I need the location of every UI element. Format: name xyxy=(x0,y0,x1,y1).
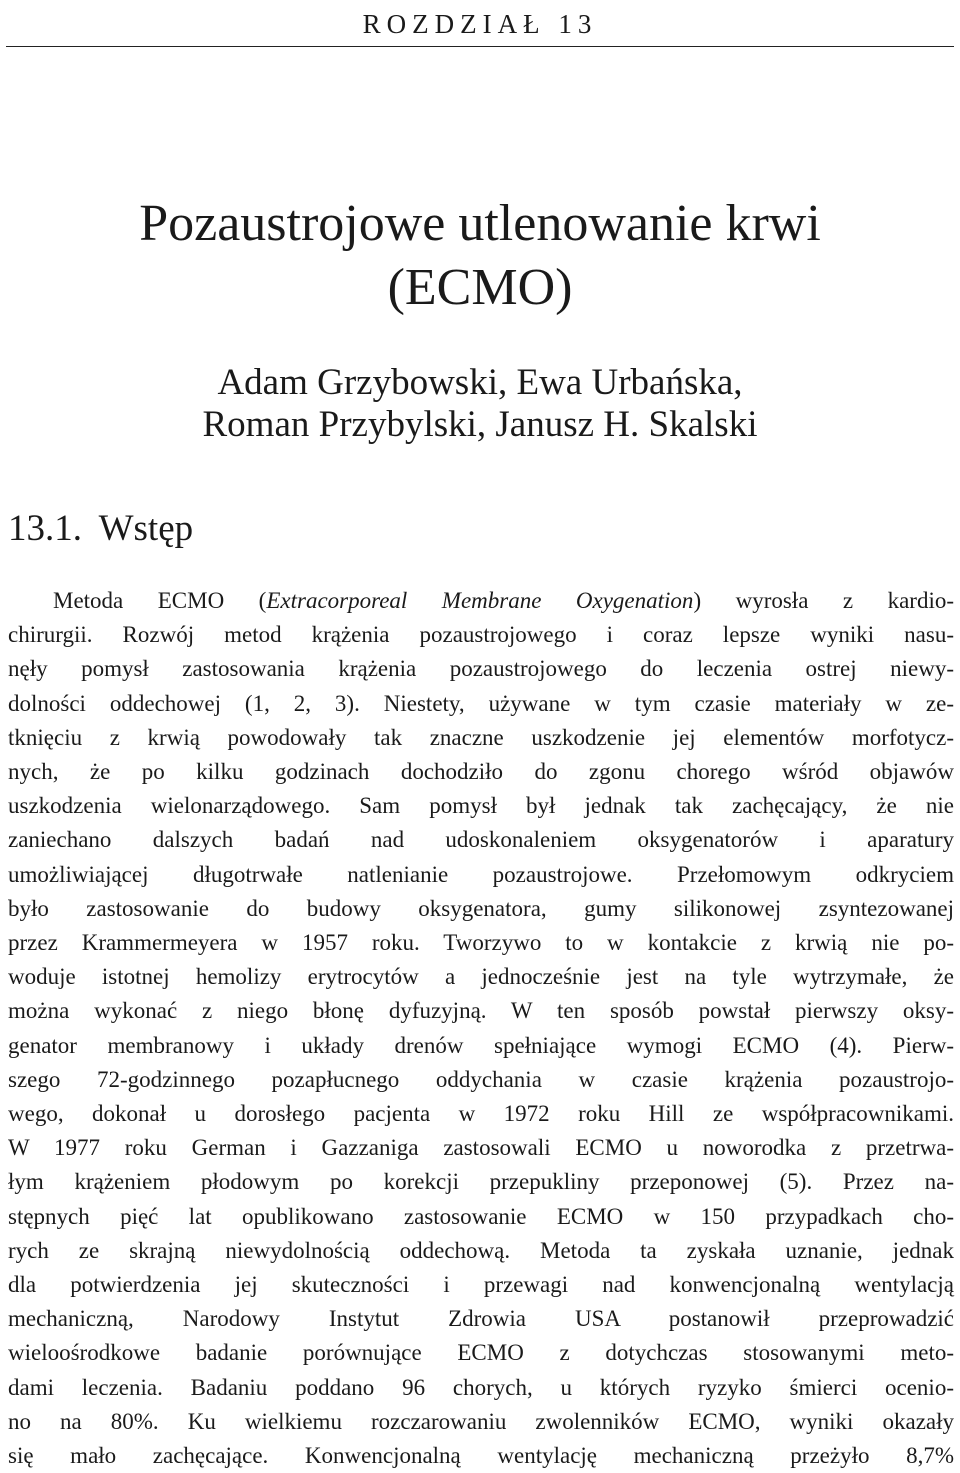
paragraph-line: wego, dokonał u dorosłego pacjenta w 1972 roku Hill ze współpracownikami. xyxy=(8,1101,954,1127)
paragraph-line: uszkodzenia wielonarządowego. Sam pomysł był jednak tak zachęcający, że nie xyxy=(8,793,954,819)
chapter-title xyxy=(40,192,920,320)
paragraph-line: woduje istotnej hemolizy erytrocytów a jednocześnie jest na tyle wytrzymałe, że xyxy=(8,964,954,990)
term-extracorporeal: Extracorporeal Membrane Oxygenation xyxy=(266,588,694,613)
chapter-label: ROZDZIAŁ 13 xyxy=(362,9,598,39)
chapter-title-line-1: Pozaustrojowe utlenowanie krwi xyxy=(139,195,821,252)
paragraph-line: no na 80%. Ku wielkiemu rozczarowaniu zwolenników ECMO, wyniki okazały xyxy=(8,1408,954,1434)
paragraph-line: zaniechano dalszych badań nad udoskonaleniem oksygenatorów i aparatury xyxy=(8,827,954,853)
section-number: 13.1. xyxy=(8,508,82,549)
authors-line-2: Roman Przybylski, Janusz H. Skalski xyxy=(202,404,758,445)
paragraph-line: mechaniczną, Narodowy Instytut Zdrowia USA postanowił przeprowadzić xyxy=(8,1306,954,1332)
paragraph-line: dolności oddechowej (1, 2, 3). Niestety, używane w tym czasie materiały w ze- xyxy=(8,690,954,716)
paragraph-line: nęły pomysł zastosowania krążenia pozaustrojowego do leczenia ostrej niewy- xyxy=(8,656,954,682)
paragraph-line: chirurgii. Rozwój metod krążenia pozaustrojowego i coraz lepsze wyniki nasu- xyxy=(8,622,954,648)
section-title: Wstęp xyxy=(98,508,194,549)
paragraph-line: było zastosowanie do budowy oksygenatora, gumy silikonowej zsyntezowanej xyxy=(8,895,954,921)
paragraph-line: Metoda ECMO (Extracorporeal Membrane Oxygenation) wyrosła z kardio- xyxy=(53,588,955,613)
section-heading xyxy=(8,506,193,552)
paragraph-line: rych ze skrajną niewydolnością oddechową. Metoda ta zyskała uznanie, jednak xyxy=(8,1237,954,1263)
paragraph-line: można wykonać z niego błonę dyfuzyjną. W ten sposób powstał pierwszy oksy- xyxy=(8,998,954,1024)
authors xyxy=(80,362,880,446)
paragraph-line: dla potwierdzenia jej skuteczności i przewagi nad konwencjonalną wentylacją xyxy=(8,1272,954,1298)
body-paragraph xyxy=(8,584,954,1473)
paragraph-line: szego 72-godzinnego pozapłucnego oddychania w czasie krążenia pozaustrojo- xyxy=(8,1066,954,1092)
paragraph-line: łym krążeniem płodowym po korekcji przepukliny przeponowej (5). Przez na- xyxy=(8,1169,954,1195)
paragraph-line: W 1977 roku German i Gazzaniga zastosowali ECMO u noworodka z przetrwa- xyxy=(8,1135,954,1161)
authors-line-1: Adam Grzybowski, Ewa Urbańska, xyxy=(217,362,743,403)
paragraph-line: nych, że po kilku godzinach dochodziło do zgonu chorego wśród objawów xyxy=(8,759,954,785)
paragraph-line: przez Krammermeyera w 1957 roku. Tworzywo to w kontakcie z krwią nie po- xyxy=(8,930,954,956)
paragraph-line: się mało zachęcające. Konwencjonalną wentylację mechaniczną przeżyło 8,7% xyxy=(8,1443,954,1469)
paragraph-line: tknięciu z krwią powodowały tak znaczne uszkodzenie jej elementów morfotycz- xyxy=(8,724,954,750)
paragraph-line: dami leczenia. Badaniu poddano 96 chorych, u których ryzyko śmierci ocenio- xyxy=(8,1374,954,1400)
chapter-title-line-2: (ECMO) xyxy=(387,259,573,316)
header-divider xyxy=(6,46,954,47)
paragraph-line: genator membranowy i układy drenów spełniające wymogi ECMO (4). Pierw- xyxy=(8,1032,954,1058)
paragraph-line: umożliwiającej długotrwałe natlenianie pozaustrojowe. Przełomowym odkryciem xyxy=(8,861,954,887)
paragraph-line: wieloośrodkowe badanie porównujące ECMO z dotychczas stosowanymi meto- xyxy=(8,1340,954,1366)
paragraph-line: stępnych pięć lat opublikowano zastosowanie ECMO w 150 przypadkach cho- xyxy=(8,1203,954,1229)
